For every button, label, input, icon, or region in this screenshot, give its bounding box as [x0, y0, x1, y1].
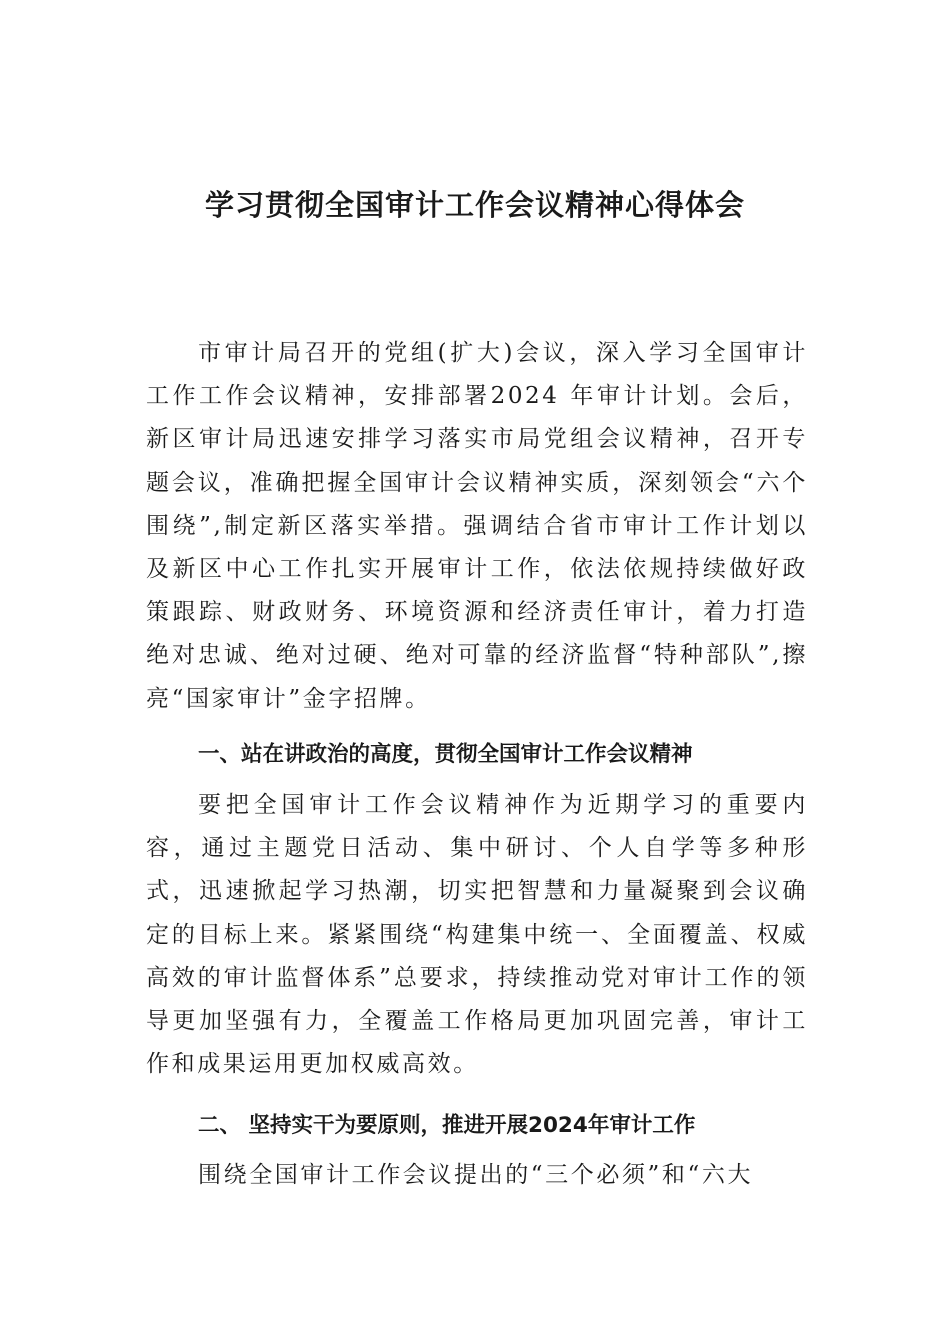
section-heading-1: 一、站在讲政治的高度，贯彻全国审计工作会议精神: [198, 742, 693, 767]
section-heading-2: 二、 坚持实干为要原则，推进开展2024年审计工作: [198, 1113, 696, 1138]
intro-paragraph: 市审计局召开的党组(扩大)会议，深入学习全国审计工作工作会议精神，安排部署2024 年审计计划。会后，新区审计局迅速安排学习落实市局党组会议精神，召开专题会议，准确把握全国审计会议精神实质，深刻领会“六个围绕”,制定新区落实举措。强调结合省市审计工作计划以及新区中心工作扎实开展审计工作，依法依规持续做好政策跟踪、财政财务、环境资源和经济责任审计，着力打造绝对忠诚、绝对过硬、绝对可靠的经济监督“特种部队”,擦亮“国家审计”金字招牌。: [146, 340, 808, 712]
section-2-paragraph: 围绕全国审计工作会议提出的“三个必须”和“六大: [198, 1162, 754, 1188]
section-1-paragraph: 要把全国审计工作会议精神作为近期学习的重要内容，通过主题党日活动、集中研讨、个人自学等多种形式，迅速掀起学习热潮，切实把智慧和力量凝聚到会议确定的目标上来。紧紧围绕“构建集中统一、全面覆盖、权威高效的审计监督体系”总要求，持续推动党对审计工作的领导更加坚强有力，全覆盖工作格局更加巩固完善，审计工作和成果运用更加权威高效。: [146, 792, 808, 1078]
document-title: 学习贯彻全国审计工作会议精神心得体会: [204, 188, 745, 222]
